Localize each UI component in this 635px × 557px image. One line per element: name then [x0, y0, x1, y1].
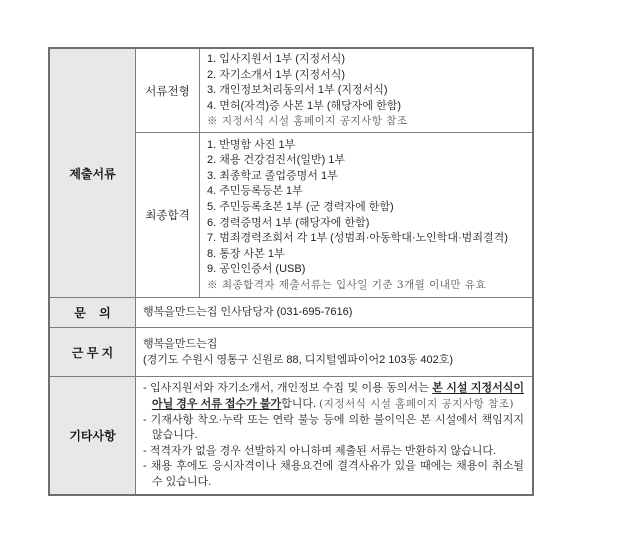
- text-line: [207, 231, 524, 247]
- subrow-document-screening: [136, 49, 532, 132]
- recruitment-info-table: [48, 47, 534, 496]
- header-cell-workplace: 근 무 지: [50, 328, 136, 376]
- plain-text: (경기도 수원시 영통구 신원로 88, 디지털엠파이어2 103동 402호): [143, 353, 453, 366]
- text-line: [143, 413, 524, 444]
- content-inquiry: [136, 298, 532, 327]
- header-cell-submission-documents: 제출서류: [50, 49, 136, 297]
- text-line: [207, 153, 524, 169]
- plain-text: - 기재사항 착오·누락 또는 연락 불능 등에 의한 불이익은 본 시설에서 책임지지 않습니다.: [143, 413, 524, 442]
- plain-text: - 적격자가 없을 경우 선발하지 아니하며 제출된 서류는 반환하지 않습니다.: [143, 444, 497, 457]
- plain-text: 합니다.: [281, 398, 320, 411]
- plain-text: 5. 주민등록초본 1부 (군 경력자에 한함): [207, 200, 394, 213]
- sublabel-document-screening: 서류전형: [136, 49, 200, 132]
- text-line: [207, 184, 524, 200]
- row-submission-documents: [50, 49, 532, 297]
- text-line: [207, 169, 524, 185]
- text-line: [207, 52, 524, 68]
- row-other-notes: [50, 376, 532, 494]
- plain-text: 1. 입사지원서 1부 (지정서식): [207, 53, 346, 66]
- text-line: [143, 381, 524, 412]
- sublabel-final-pass: 최종합격: [136, 133, 200, 297]
- plain-text: 4. 면허(자격)증 사본 1부 (해당자에 한함): [207, 99, 401, 112]
- plain-text: 6. 경력증명서 1부 (해당자에 한함): [207, 216, 370, 229]
- content-document-screening: [200, 49, 532, 132]
- row-workplace: [50, 327, 532, 376]
- text-line: [207, 68, 524, 84]
- plain-text: 2. 자기소개서 1부 (지정서식): [207, 68, 346, 81]
- text-line: [207, 138, 524, 154]
- plain-text: 행복을만드는집 인사담당자 (031-695-7616): [143, 306, 353, 319]
- plain-text: 8. 통장 사본 1부: [207, 247, 285, 260]
- plain-text: 행복을만드는집: [143, 337, 218, 350]
- text-line: [143, 353, 524, 369]
- text-line: [207, 83, 524, 99]
- plain-text: 3. 개인정보처리동의서 1부 (지정서식): [207, 84, 388, 97]
- header-cell-other-notes: 기타사항: [50, 377, 136, 494]
- note-text: (지정서식 시설 홈페이지 공지사항 참조): [319, 398, 514, 411]
- submission-subrows: [136, 49, 532, 297]
- plain-text: 9. 공인인증서 (USB): [207, 263, 306, 276]
- text-line: [207, 200, 524, 216]
- plain-text: - 채용 후에도 응시자격이나 채용요건에 결격사유가 있을 때에는 채용이 취소될 수 있습니다.: [143, 460, 524, 488]
- subrow-final-pass: [136, 132, 532, 297]
- note-text: ※ 최종합격자 제출서류는 입사일 기준 3개월 이내만 유효: [207, 278, 487, 291]
- text-line: [143, 459, 524, 490]
- text-line: [143, 305, 524, 321]
- plain-text: - 입사지원서와 자기소개서, 개인정보 수집 및 이용 동의서는: [143, 382, 433, 395]
- row-inquiry: [50, 297, 532, 327]
- content-final-pass: [200, 133, 532, 297]
- note-text: ※ 지정서식 시설 홈페이지 공지사항 참조: [207, 115, 408, 128]
- content-other-notes: [136, 377, 532, 494]
- text-line: [207, 278, 524, 294]
- text-line: [207, 262, 524, 278]
- text-line: [207, 114, 524, 130]
- text-line: [207, 216, 524, 232]
- text-line: [207, 247, 524, 263]
- header-cell-inquiry: 문 의: [50, 298, 136, 327]
- text-line: [143, 444, 524, 460]
- emphasized-underlined-text: 본 시설 지정서식이 아닐 경우 서류 접수가 불가: [152, 382, 524, 411]
- plain-text: 7. 범죄경력조회서 각 1부 (성범죄·아동학대·노인학대·범죄결격): [207, 232, 508, 245]
- text-line: [207, 99, 524, 115]
- text-line: [143, 337, 524, 353]
- plain-text: 3. 최종학교 졸업증명서 1부: [207, 169, 338, 182]
- content-workplace: [136, 328, 532, 376]
- plain-text: 2. 채용 건강검진서(일반) 1부: [207, 154, 346, 167]
- plain-text: 4. 주민등록등본 1부: [207, 185, 303, 198]
- plain-text: 1. 반명함 사진 1부: [207, 138, 296, 151]
